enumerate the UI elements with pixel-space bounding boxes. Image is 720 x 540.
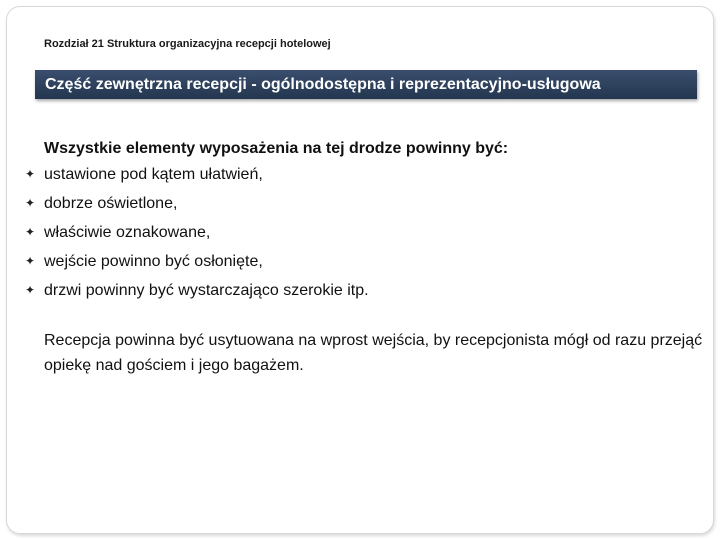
list-item-text: ustawione pod kątem ułatwień, bbox=[44, 166, 263, 183]
chapter-title: Rozdział 21 Struktura organizacyjna recepcji hotelowej bbox=[44, 38, 331, 50]
list-item bbox=[25, 194, 369, 223]
requirements-list bbox=[25, 165, 369, 310]
bullet-icon: ✦ bbox=[25, 254, 36, 268]
list-item-text: drzwi powinny być wystarczająco szerokie itp. bbox=[44, 282, 369, 299]
section-banner bbox=[35, 70, 697, 99]
list-item bbox=[25, 281, 369, 310]
note-paragraph: Recepcja powinna być usytuowana na wprost wejścia, by recepcjonista mógł od razu przejąć opiekę nad gościem i jego bagażem. bbox=[44, 332, 703, 374]
list-item bbox=[25, 223, 369, 252]
list-item-text: właściwie oznakowane, bbox=[44, 224, 211, 241]
bullet-icon: ✦ bbox=[25, 167, 36, 181]
list-item bbox=[25, 252, 369, 281]
list-item-text: dobrze oświetlone, bbox=[44, 195, 178, 212]
bullet-icon: ✦ bbox=[25, 225, 36, 239]
slide bbox=[6, 6, 714, 534]
bullet-icon: ✦ bbox=[25, 196, 36, 210]
list-item bbox=[25, 165, 369, 194]
section-heading: Część zewnętrzna recepcji - ogólnodostępna i reprezentacyjno-usługowa bbox=[45, 76, 601, 93]
bullet-icon: ✦ bbox=[25, 283, 36, 297]
intro-text: Wszystkie elementy wyposażenia na tej drodze powinny być: bbox=[44, 140, 509, 157]
list-item-text: wejście powinno być osłonięte, bbox=[44, 253, 263, 270]
